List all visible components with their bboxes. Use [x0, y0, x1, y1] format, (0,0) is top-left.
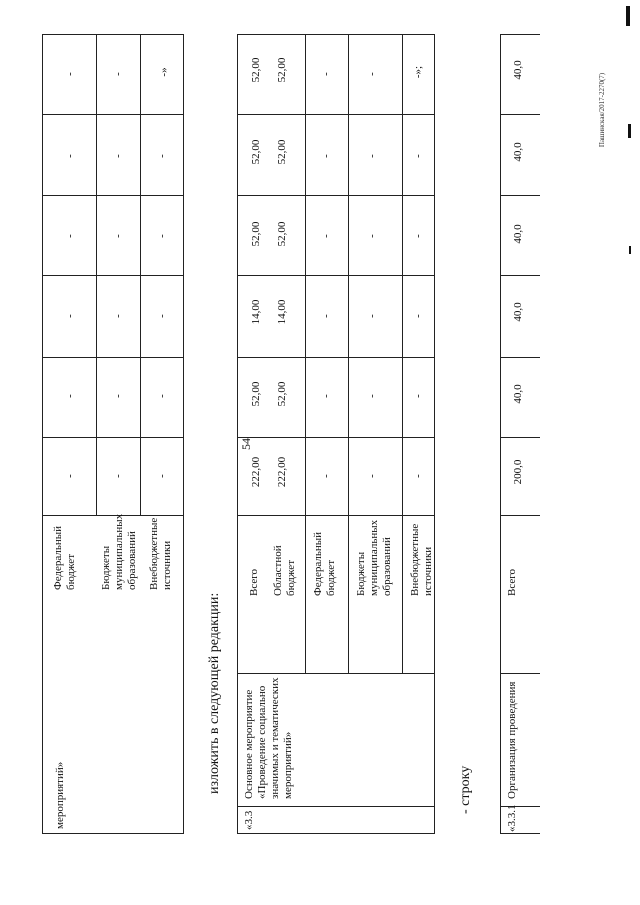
value-cell: -: [320, 234, 332, 238]
value-cell: -: [64, 72, 76, 76]
value-cell: -: [112, 154, 124, 158]
value-cell: -: [64, 314, 76, 318]
value-cell: -: [156, 394, 168, 398]
scan-edge-mark: [626, 6, 630, 26]
row-label: Бюджеты муниципальных образований: [355, 519, 393, 596]
value-cell: 14,00: [276, 299, 288, 325]
document-reference: Пашинская/2017-2270(7): [598, 72, 606, 148]
value-cell: -: [156, 154, 168, 158]
value-cell: 40,0: [512, 302, 524, 322]
activity-number: «3.3: [243, 810, 255, 830]
value-cell: 40,0: [512, 142, 524, 162]
value-cell: -: [112, 394, 124, 398]
activity-title: Организация проведения: [506, 681, 518, 799]
value-cell: -»;: [412, 65, 424, 79]
value-cell: 52,00: [276, 57, 288, 83]
value-cell: -: [412, 314, 424, 318]
value-cell: 52,00: [276, 381, 288, 407]
value-cell: 14,00: [250, 299, 262, 325]
row-label: Всего: [506, 569, 518, 596]
value-cell: -: [412, 154, 424, 158]
value-cell: -: [320, 72, 332, 76]
row-label: Всего: [248, 569, 260, 596]
value-cell: 52,00: [250, 139, 262, 165]
value-cell: 222,00: [276, 456, 288, 488]
value-cell: -: [412, 234, 424, 238]
activity-cell: мероприятий»: [54, 761, 66, 829]
value-cell: -: [112, 474, 124, 478]
value-cell: -: [156, 234, 168, 238]
value-cell: -: [112, 314, 124, 318]
value-cell: 52,00: [250, 57, 262, 83]
scan-edge-mark: [628, 124, 631, 138]
value-cell: -: [366, 394, 378, 398]
value-cell: 40,0: [512, 60, 524, 80]
value-cell: -: [366, 154, 378, 158]
value-cell: -: [320, 394, 332, 398]
value-cell: -: [112, 234, 124, 238]
value-cell: -: [366, 474, 378, 478]
value-cell: -: [64, 234, 76, 238]
row-label: Внебюджетные источники: [148, 517, 173, 590]
value-cell: -»: [158, 67, 170, 77]
scan-edge-mark: [629, 246, 631, 254]
value-cell: -: [412, 394, 424, 398]
value-cell: 40,0: [512, 224, 524, 244]
dash-line-text: - строку: [458, 765, 473, 814]
value-cell: 52,00: [276, 221, 288, 247]
value-cell: 222,00: [250, 456, 262, 488]
value-cell: -: [366, 234, 378, 238]
activity-title: Основное мероприятие «Проведение социально значимых и тематических мероприятий»: [243, 677, 294, 799]
row-label: Федеральный бюджет: [312, 531, 337, 596]
page-number: 54: [239, 438, 253, 450]
value-cell: 40,0: [512, 384, 524, 404]
value-cell: -: [156, 314, 168, 318]
row-label: Областной бюджет: [272, 545, 297, 596]
section-heading: изложить в следующей редакции:: [207, 592, 222, 794]
value-cell: 52,00: [250, 221, 262, 247]
value-cell: -: [64, 394, 76, 398]
value-cell: 52,00: [276, 139, 288, 165]
value-cell: -: [112, 72, 124, 76]
value-cell: -: [320, 154, 332, 158]
value-cell: -: [412, 474, 424, 478]
value-cell: -: [320, 314, 332, 318]
row-label: Внебюджетные источники: [409, 523, 434, 596]
row-label: Федеральный бюджет: [52, 525, 77, 590]
value-cell: 52,00: [250, 381, 262, 407]
row-label: Бюджеты муниципальных образований: [100, 513, 138, 590]
value-cell: -: [156, 474, 168, 478]
activity-number: «3.3.1: [506, 804, 518, 832]
value-cell: -: [366, 314, 378, 318]
value-cell: -: [64, 474, 76, 478]
value-cell: -: [366, 72, 378, 76]
value-cell: 200,0: [512, 459, 524, 485]
value-cell: -: [320, 474, 332, 478]
value-cell: -: [64, 154, 76, 158]
